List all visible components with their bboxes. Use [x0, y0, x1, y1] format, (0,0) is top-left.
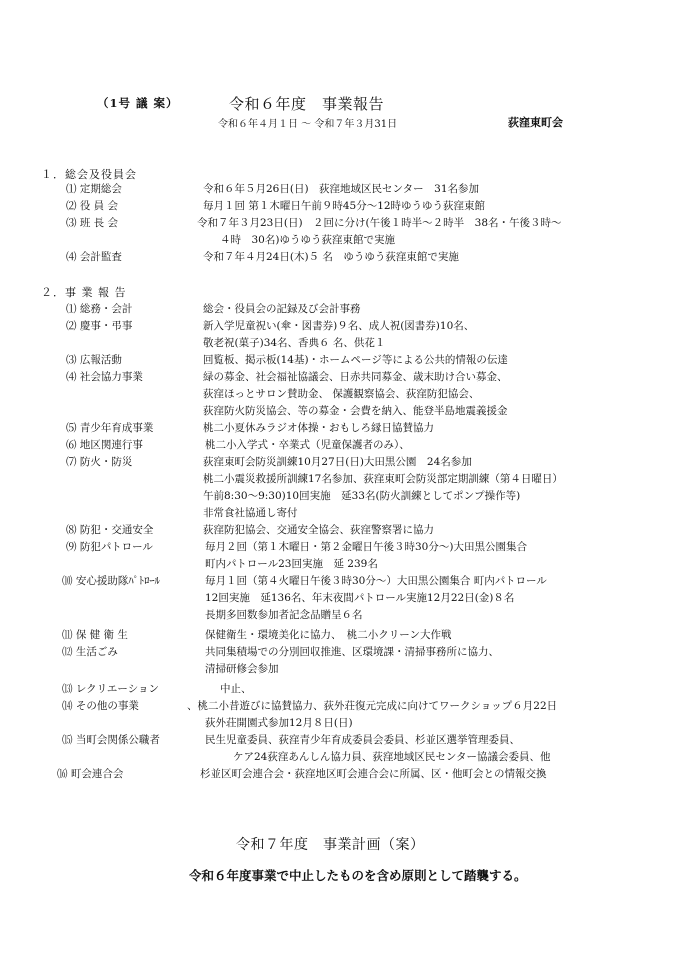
page-title: 令和６年度 事業報告: [229, 95, 385, 113]
item-label: ⒁ その他の事業: [62, 700, 139, 712]
item-label: ⑿ 生活ごみ: [62, 646, 118, 658]
organization-name: 荻窪東町会: [508, 116, 563, 129]
item-label: ⑹ 地区関連行事: [66, 439, 143, 451]
item-text: ケア24荻窪あんしん協力員、荻窪地域区民センター協議会委員、他: [233, 751, 551, 763]
item-label: ⑶ 広報活動: [66, 354, 122, 366]
item-text: 荻窪東町会防災訓練10月27日(日)大田黒公園 24名参加: [203, 456, 472, 468]
item-text: 総会・役員会の記録及び会計事務: [203, 303, 361, 315]
item-label: ⑸ 青少年育成事業: [66, 422, 154, 434]
item-text: 町内パトロール23回実施 延 239名: [205, 558, 378, 570]
item-text: 荻窪ほっとサロン賛助金、 保護観察協会、荻窪防犯協会、: [203, 388, 480, 400]
item-text: 毎月１回（第４火曜日午後３時30分～）大田黒公園集合 町内パトロール: [205, 575, 547, 587]
item-label: ⑷ 会計監査: [66, 251, 122, 263]
item-label: ⑵ 役 員 会: [66, 200, 119, 212]
plan-text: 令和６年度事業で中止したものを含め原則として踏襲する。: [189, 868, 527, 883]
plan-title: 令和７年度 事業計画（案）: [236, 837, 425, 853]
item-label: ⑷ 社会協力事業: [66, 371, 143, 383]
item-text: 桃二小入学式・卒業式（児童保護者のみ）、: [205, 439, 410, 451]
item-text: 令和６年５月26日(日) 荻窪地域区民センター 31名参加: [203, 183, 479, 195]
item-label: ⒀ レクリエーション: [62, 683, 159, 695]
item-label: ⑼ 防犯パトロール: [66, 541, 153, 553]
item-text: 敬老祝(菓子)34名、香典６ 名、供花１: [203, 337, 386, 349]
item-text: 桃二小震災救援所訓練17名参加、荻窪東町会防災部定期訓練（第４日曜日）: [203, 473, 563, 485]
item-label: ⑻ 防犯・交通安全: [66, 524, 154, 536]
item-text: 杉並区町会連合会・荻窪地区町会連合会に所属、区・他町会との情報交換: [200, 768, 547, 780]
item-text: 民生児童委員、荻窪青少年育成委員会委員、杉並区選挙管理委員、: [205, 734, 520, 746]
item-text: 緑の募金、社会福祉協議会、日赤共同募金、歳末助け合い募金、: [203, 371, 508, 383]
item-text: 荻外荘開園式参加12月８日(日): [205, 717, 353, 729]
item-label: ⒃ 町会連合会: [57, 768, 124, 780]
item-text: 令和７年４月24日(木)５ 名 ゆうゆう荻窪東館で実施: [203, 251, 459, 263]
item-text: 保健衛生・環境美化に協力、 桃二小クリーン大作戦: [205, 629, 452, 641]
item-text: 、桃二小昔遊びに協賛協力、荻外荘復元完成に向けてワークショップ６月22日: [187, 700, 558, 712]
item-text: 毎月１回 第１木曜日午前９時45分～12時ゆうゆう荻窪東館: [203, 200, 486, 212]
item-text: 桃二小夏休みラジオ体操・おもしろ縁日協賛協力: [203, 422, 434, 434]
item-text: 令和７年３月23日(日) ２回に分け(午後１時半～２時半 38名・午後３時～: [197, 217, 562, 229]
item-text: 清掃研修会参加: [205, 663, 279, 675]
section-heading-activity-report: ２．事 業 報 告: [41, 286, 127, 299]
item-text: 長期多回数参加者記念品贈呈６名: [205, 609, 363, 621]
item-label: ⑴ 定期総会: [66, 183, 122, 195]
report-period: 令和６年４月１日 ～ 令和７年３月31日: [218, 119, 398, 130]
item-label: ⑴ 総務・会計: [66, 303, 133, 315]
item-text: 回覧板、掲示板(14基)・ホームページ等による公共的情報の伝達: [203, 354, 508, 366]
section-heading-general-meeting: １．総会及役員会: [41, 168, 137, 181]
item-text: 新入学児童祝い(傘・図書券)９名、成人祝(図書券)10名、: [203, 320, 475, 332]
item-text: 荻窪防火防災協会、等の募金・会費を納入、能登半島地震義援金: [203, 405, 508, 417]
agenda-label: （1号 議 案）: [97, 96, 179, 110]
item-label: ⑾ 保 健 衛 生: [62, 629, 128, 641]
item-text: 午前8:30～9:30)10回実施 延33名(防火訓練としてポンプ操作等): [203, 490, 521, 502]
item-label: ⑺ 防火・防災: [66, 456, 133, 468]
item-label: ⑶ 班 長 会: [66, 217, 119, 229]
item-text: 中止、: [220, 683, 252, 695]
item-text: 毎月２回（第１木曜日・第２金曜日午後３時30分～)大田黒公園集合: [205, 541, 527, 553]
item-text: 非常食社協通し寄付: [203, 507, 298, 519]
item-text: ４時 30名)ゆうゆう荻窪東館で実施: [220, 234, 395, 246]
item-text: 12回実施 延136名、年末夜間パトロール実施12月22日(金)８名: [205, 592, 515, 604]
item-label: ⑵ 慶事・弔事: [66, 320, 133, 332]
item-label: ⒂ 当町会関係公職者: [62, 734, 160, 746]
item-text: 共同集積場での分別回収推進、区環境課・清掃事務所に協力、: [205, 646, 499, 658]
item-text: 荻窪防犯協会、交通安全協会、荻窪警察署に協力: [203, 524, 434, 536]
item-label: ⑽ 安心援助隊ﾊﾟﾄﾛｰﾙ: [62, 575, 160, 587]
